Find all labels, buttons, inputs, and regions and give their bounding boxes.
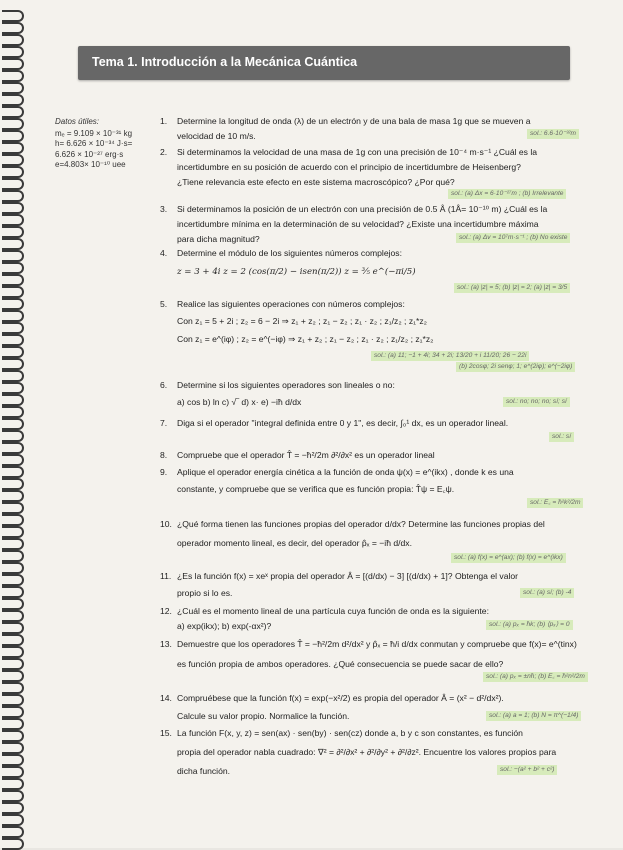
solution-badge: sol.: no; no; no; sí; sí — [503, 397, 570, 407]
question-text: Calcule su valor propio. Normalice la función. — [177, 711, 350, 721]
page-title: Tema 1. Introducción a la Mecánica Cuántica — [92, 55, 358, 69]
spiral-coil — [2, 358, 24, 370]
spiral-coil — [2, 274, 24, 286]
solution-badge: sol.: (a) pₓ = ħk; (b) ⟨pₓ⟩ = 0 — [486, 620, 573, 630]
spiral-coil — [2, 418, 24, 430]
spiral-coil — [2, 490, 24, 502]
solution-badge: sol.: (a) a = 1; (b) N = π^(−1/4) — [486, 711, 581, 721]
question-text: Aplique el operador energía cinética a la función de onda ψ(x) = e^(ikx) , donde k es una — [177, 467, 514, 477]
spiral-coil — [2, 454, 24, 466]
spiral-coil — [2, 334, 24, 346]
spiral-coil — [2, 286, 24, 298]
spiral-coil — [2, 586, 24, 598]
spiral-coil — [2, 706, 24, 718]
solution-badge: sol.: (a) Δx = 6·10⁻²⁷m ; (b) Irrelevante — [448, 189, 566, 199]
question-text: para dicha magnitud? — [177, 234, 260, 244]
spiral-coil — [2, 22, 24, 34]
spiral-coil — [2, 430, 24, 442]
spiral-coil — [2, 250, 24, 262]
spiral-coil — [2, 262, 24, 274]
spiral-coil — [2, 382, 24, 394]
question-number: 9. — [160, 467, 168, 477]
question-text: ¿Cuál es el momento lineal de una partícula cuya función de onda es la siguiente: — [177, 606, 489, 616]
spiral-coil — [2, 238, 24, 250]
question-text: Si determinamos la velocidad de una masa de 1g con una precisión de 10⁻⁴ m·s⁻¹ ¿Cuál es la — [177, 147, 538, 157]
spiral-coil — [2, 130, 24, 142]
sidebar-line: 6.626 × 10⁻²⁷ erg·s — [55, 149, 124, 159]
spiral-coil — [2, 694, 24, 706]
solution-badge: sol.: 6.6·10⁻³²m — [527, 129, 579, 139]
spiral-coil — [2, 346, 24, 358]
spiral-coil — [2, 526, 24, 538]
question-text: Si determinamos la posición de un electrón con una precisión de 0.5 Å (1Å= 10⁻¹⁰ m) ¿Cuál es la — [177, 204, 548, 214]
question-number: 3. — [160, 204, 168, 214]
question-formula: Con z₁ = 5 + 2i ; z₂ = 6 − 2i ⇒ z₁ + z₂ ; z₁ − z₂ ; z₁ · z₂ ; z₁/z₂ ; z₁*z₂ — [177, 316, 427, 326]
solution-badge: sol.: E꜀ = ħ²k²/2m — [527, 498, 583, 508]
spiral-coil — [2, 466, 24, 478]
spiral-coil — [2, 742, 24, 754]
spiral-coil — [2, 106, 24, 118]
question-formula: z = 3 + 4i z = 2 (cos(π/2) − isen(π/2)) z = ³⁄₅ e^(−πi/5) — [177, 267, 416, 277]
spiral-coil — [2, 82, 24, 94]
question-text: Demuestre que los operadores T̂ = −ħ²/2m d²/dx² y p̂ₓ = ħ/i d/dx conmutan y compruebe que f(x)= e^(tinx) — [177, 639, 577, 649]
spiral-coil — [2, 766, 24, 778]
spiral-coil — [2, 538, 24, 550]
question-formula: Con z₁ = e^(iφ) ; z₂ = e^(−iφ) ⇒ z₁ + z₂ ; z₁ − z₂ ; z₁ · z₂ ; z₁/z₂ ; z₁*z₂ — [177, 334, 434, 344]
useful-data-sidebar — [55, 117, 155, 171]
question-text: ¿Qué forma tienen las funciones propias del operador d/dx? Determine las funciones propias del — [177, 519, 545, 529]
spiral-coil — [2, 70, 24, 82]
question-number: 12. — [160, 606, 172, 616]
solution-badge: sol.: (a) sí; (b) -4 — [520, 588, 574, 598]
spiral-coil — [2, 226, 24, 238]
question-number: 13. — [160, 639, 172, 649]
solution-badge: sol.: (a) pₓ = ±nħ; (b) E꜀ = ħ²n²/2m — [483, 672, 588, 682]
spiral-coil — [2, 826, 24, 838]
spiral-coil — [2, 790, 24, 802]
solution-badge: (b) 2cosφ; 2i senφ; 1; e^(2iφ); e^(−2iφ) — [456, 362, 575, 372]
spiral-coil — [2, 646, 24, 658]
spiral-coil — [2, 310, 24, 322]
question-options: a) cos b) ln c) √‾ d) x· e) −iħ d/dx — [177, 397, 302, 407]
solution-badge: sol.: −(a² + b² + c²) — [497, 765, 557, 775]
question-text: operador momento lineal, es decir, del operador p̂ₓ = −iħ d/dx. — [177, 538, 412, 548]
question-number: 8. — [160, 450, 168, 460]
question-text: Diga si el operador "integral definida entre 0 y 1", es decir, ∫₀¹ dx, es un operador lineal. — [177, 418, 509, 428]
question-number: 4. — [160, 248, 168, 258]
spiral-coil — [2, 634, 24, 646]
question-text: es función propia de ambos operadores. ¿Qué consecuencia se puede sacar de ello? — [177, 659, 504, 669]
question-text: ¿Tiene relevancia este efecto en este sistema macroscópico? ¿Por qué? — [177, 177, 455, 187]
spiral-coil — [2, 370, 24, 382]
spiral-coil — [2, 658, 24, 670]
spiral-coil — [2, 202, 24, 214]
question-text: Compruebe que el operador T̂ = −ħ²/2m ∂²/∂x² es un operador lineal — [177, 450, 435, 460]
spiral-coil — [2, 10, 24, 22]
question-text: velocidad de 10 m/s. — [177, 131, 256, 141]
spiral-coil — [2, 406, 24, 418]
question-number: 11. — [160, 571, 172, 581]
spiral-coil — [2, 814, 24, 826]
question-number: 15. — [160, 728, 172, 738]
spiral-coil — [2, 778, 24, 790]
spiral-coil — [2, 730, 24, 742]
spiral-coil — [2, 718, 24, 730]
question-number: 10. — [160, 519, 172, 529]
question-text: Determine la longitud de onda (λ) de un electrón y de una bala de masa 1g que se mueven a — [177, 116, 531, 126]
question-number: 14. — [160, 693, 172, 703]
spiral-coil — [2, 394, 24, 406]
spiral-coil — [2, 190, 24, 202]
solution-badge: sol.: (a) 11; −1 + 4i; 34 + 2i; 13/20 + i 11/20; 26 − 22i — [371, 351, 529, 361]
spiral-coil — [2, 58, 24, 70]
question-text: incertidumbre en su posición de acuerdo con el principio de incertidumbre de Heisenberg? — [177, 162, 521, 172]
question-text: constante, y compruebe que se verifica que es función propia: T̂ψ = E꜀ψ. — [177, 484, 455, 494]
question-text: Compruébese que la función f(x) = exp(−x²/2) es propia del operador Â = (x² − d²/dx²). — [177, 693, 504, 703]
question-number: 1. — [160, 116, 168, 126]
spiral-coil — [2, 838, 24, 850]
sidebar-title: Datos útiles: — [55, 117, 100, 126]
spiral-coil — [2, 94, 24, 106]
spiral-coil — [2, 166, 24, 178]
spiral-coil — [2, 802, 24, 814]
question-text: dicha función. — [177, 766, 231, 776]
spiral-coil — [2, 514, 24, 526]
spiral-coil — [2, 34, 24, 46]
spiral-coil — [2, 142, 24, 154]
section-header — [78, 46, 570, 80]
spiral-coil — [2, 298, 24, 310]
sidebar-line: e=4.803× 10⁻¹⁰ uee — [55, 160, 126, 169]
spiral-coil — [2, 550, 24, 562]
question-text: propio si lo es. — [177, 588, 233, 598]
spiral-coil — [2, 754, 24, 766]
spiral-coil — [2, 682, 24, 694]
spiral-coil — [2, 154, 24, 166]
spiral-binding — [0, 0, 22, 848]
spiral-coil — [2, 574, 24, 586]
solution-badge: sol.: (a) f(x) = e^(ax); (b) f(x) = e^(ikx) — [451, 553, 566, 563]
sidebar-line: mₑ = 9.109 × 10⁻³¹ kg — [55, 128, 133, 138]
question-text: ¿Es la función f(x) = xeˣ propia del operador Â = [(d/dx) − 3] [(d/dx) + 1]? Obtenga el valor — [177, 571, 519, 581]
question-text: propia del operador nabla cuadrado: ∇² = ∂²/∂x² + ∂²/∂y² + ∂²/∂z². Encuentre los valores propios para — [177, 747, 557, 757]
question-number: 6. — [160, 380, 168, 390]
question-text: Determine si los siguientes operadores son lineales o no: — [177, 380, 395, 390]
spiral-coil — [2, 622, 24, 634]
spiral-coil — [2, 502, 24, 514]
question-text: a) exp(ikx); b) exp(-αx²)? — [177, 621, 272, 631]
question-number: 2. — [160, 147, 168, 157]
solution-badge: sol.: sí — [549, 432, 574, 442]
spiral-coil — [2, 322, 24, 334]
spiral-coil — [2, 46, 24, 58]
question-text: incertidumbre mínima en la determinación de su velocidad? ¿Existe una incertidumbre máxima — [177, 219, 539, 229]
question-text: Determine el módulo de los siguientes números complejos: — [177, 248, 402, 258]
spiral-coil — [2, 670, 24, 682]
spiral-coil — [2, 442, 24, 454]
spiral-coil — [2, 178, 24, 190]
spiral-coil — [2, 610, 24, 622]
spiral-coil — [2, 214, 24, 226]
sidebar-line: h= 6.626 × 10⁻³⁴ J·s= — [55, 139, 133, 148]
question-number: 7. — [160, 418, 168, 428]
solution-badge: sol.: (a) |z| = 5; (b) |z| = 2; (a) |z| = 3/5 — [454, 283, 570, 293]
solution-badge: sol.: (a) Δv = 10⁷m·s⁻¹ ; (b) No existe — [456, 233, 570, 243]
spiral-coil — [2, 478, 24, 490]
question-text: Realice las siguientes operaciones con números complejos: — [177, 299, 405, 309]
spiral-coil — [2, 598, 24, 610]
question-text: La función F(x, y, z) = sen(ax) · sen(by) · sen(cz) donde a, b y c son constantes, es función — [177, 728, 523, 738]
question-number: 5. — [160, 299, 168, 309]
spiral-coil — [2, 562, 24, 574]
spiral-coil — [2, 118, 24, 130]
